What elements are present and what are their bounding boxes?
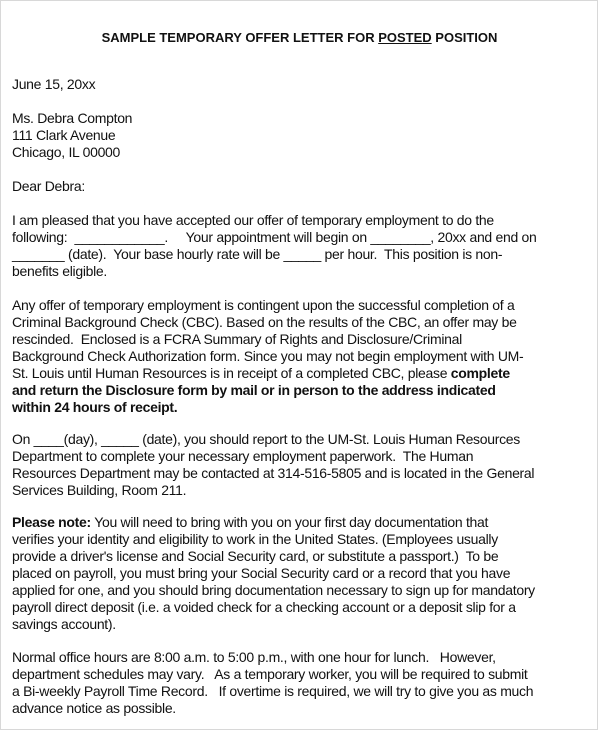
text-line: Criminal Background Check (CBC). Based on the results of the CBC, an offer may be	[12, 314, 517, 330]
paragraph-please-note	[12, 514, 587, 633]
text-line: advance notice as possible.	[12, 700, 176, 716]
text-line: a Bi-weekly Payroll Time Record. If overtime is required, we will try to give you as much	[12, 683, 534, 699]
bold-text: Please note:	[12, 514, 91, 530]
salutation-text: Dear Debra:	[12, 178, 85, 194]
text-line	[12, 365, 587, 382]
address-line: Chicago, IL 00000	[12, 144, 121, 160]
address-line: 111 Clark Avenue	[12, 127, 116, 143]
text-segment: You will need to bring with you on your first day documentation that	[90, 514, 489, 530]
text-line: following: ____________. Your appointment will begin on ________, 20xx and end on	[12, 229, 537, 245]
salutation	[12, 178, 587, 195]
date-text: June 15, 20xx	[12, 76, 96, 92]
text-line: Normal office hours are 8:00 a.m. to 5:00 p.m., with one hour for lunch. However,	[12, 649, 496, 665]
text-line: applied for one, and you should bring documentation necessary to sign up for mandatory	[12, 582, 535, 598]
letter-date	[12, 76, 587, 93]
text-line: Resources Department may be contacted at 314-516-5805 and is located in the General	[12, 465, 535, 481]
text-line: Any offer of temporary employment is contingent upon the successful completion of a	[12, 297, 515, 313]
paragraph-report	[12, 431, 587, 499]
title-text-end: POSITION	[431, 30, 498, 45]
bold-text-line: and return the Disclosure form by mail or in person to the address indicated	[12, 382, 496, 398]
text-line: On ____(day), _____ (date), you should report to the UM-St. Louis Human Resources	[12, 431, 520, 447]
bold-text: complete	[450, 365, 510, 381]
title-underlined: POSTED	[378, 30, 432, 45]
text-line: Services Building, Room 211.	[12, 482, 187, 498]
text-line: _______ (date). Your base hourly rate will be _____ per hour. This position is non-	[12, 246, 503, 262]
text-line	[12, 514, 587, 531]
paragraph-appointment	[12, 212, 587, 280]
address-line: Ms. Debra Compton	[12, 110, 133, 126]
text-line: payroll direct deposit (i.e. a voided check for a checking account or a deposit slip for a	[12, 599, 516, 615]
bold-text-line: within 24 hours of receipt.	[12, 399, 178, 415]
text-line: provide a driver's license and Social Security card, or substitute a passport.) To be	[12, 548, 499, 564]
text-line: savings account).	[12, 616, 116, 632]
text-line: rescinded. Enclosed is a FCRA Summary of Rights and Disclosure/Criminal	[12, 331, 462, 347]
text-line: Background Check Authorization form. Since you may not begin employment with UM-	[12, 348, 524, 364]
recipient-address	[12, 110, 587, 161]
title-text: SAMPLE TEMPORARY OFFER LETTER FOR	[101, 30, 379, 45]
text-line: placed on payroll, you must bring your Social Security card or a record that you have	[12, 565, 511, 581]
text-line: Department to complete your necessary employment paperwork. The Human	[12, 448, 474, 464]
document-title	[12, 30, 587, 46]
text-segment: St. Louis until Human Resources is in receipt of a completed CBC, please	[12, 365, 451, 381]
text-line: benefits eligible.	[12, 263, 107, 279]
text-line: I am pleased that you have accepted our offer of temporary employment to do the	[12, 212, 494, 228]
text-line: department schedules may vary. As a temporary worker, you will be required to submit	[12, 666, 528, 682]
text-line: verifies your identity and eligibility to work in the United States. (Employees usually	[12, 531, 498, 547]
paragraph-office-hours	[12, 649, 587, 717]
paragraph-background-check	[12, 297, 587, 416]
